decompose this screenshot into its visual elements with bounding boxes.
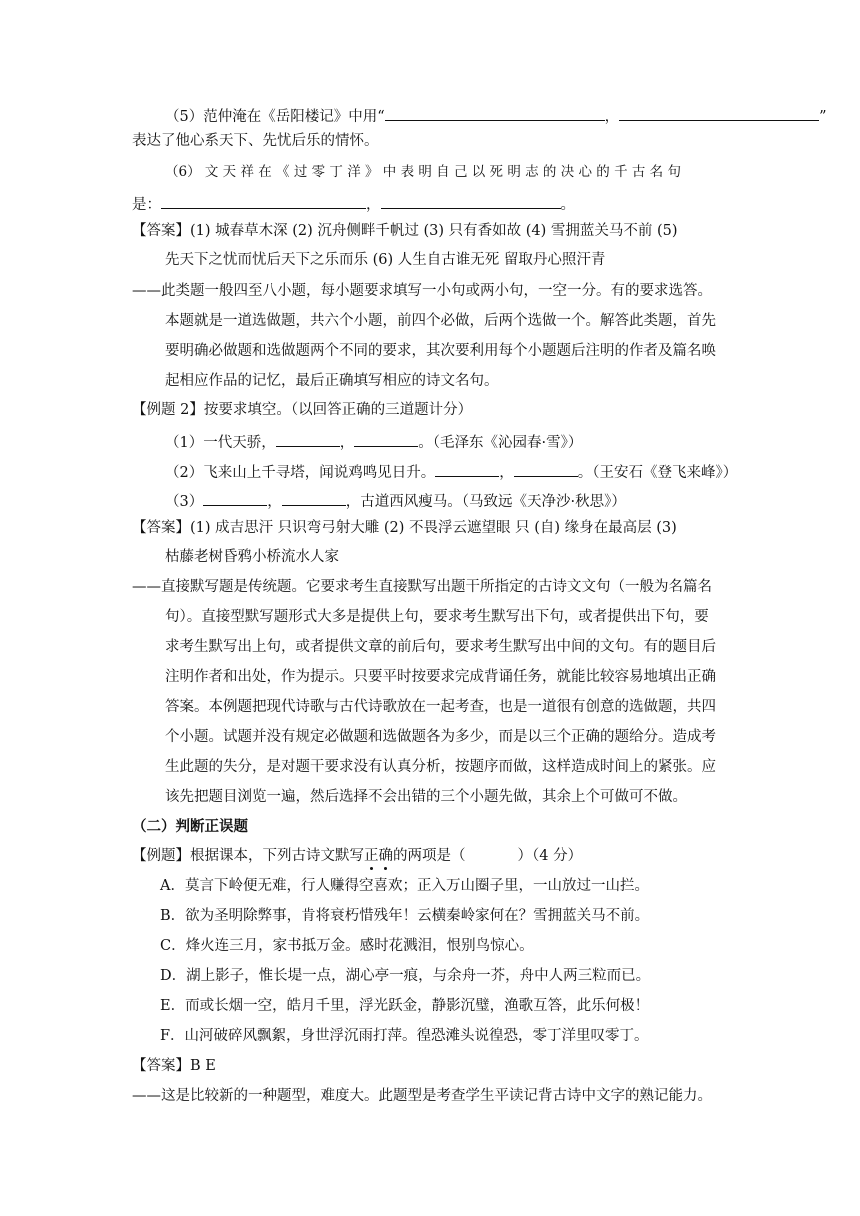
- answer2-line1: 【答案】(1) 成吉思汗 只识弯弓射大雕 (2) 不畏浮云遮望眼 只 (自) 缘身在最高层 (3): [132, 520, 677, 536]
- comment1-line-2: 本题就是一道选做题，共六个小题，前四个必做，后两个选做一个。解答此类题，首先: [165, 313, 716, 329]
- answer1-line2: 先天下之忧而忧后天下之乐而乐 (6) 人生自古谁无死 留取丹心照汗青: [165, 252, 606, 268]
- example2-item-3-blank-2[interactable]: [282, 491, 346, 506]
- q6-blank-1[interactable]: [161, 194, 366, 209]
- comment3-line: ——这是比较新的一种题型，难度大。此题型是考查学生平读记背古诗中文字的熟记能力。: [132, 1088, 712, 1104]
- comment1-line-1: ——此类题一般四至八小题，每小题要求填写一小句或两小句，一空一分。有的要求选答。: [132, 283, 712, 299]
- comment2-line-3: 求考生默写出上句，或者提供文章的前后句，要求考生默写出中间的文句。有的题目后: [165, 639, 716, 655]
- q5-blank-1[interactable]: [385, 106, 605, 121]
- example2-item-3-post: ，古道西风瘦马。（马致远《天净沙·秋思》）: [345, 494, 626, 510]
- answer1-line1: 【答案】(1) 城春草木深 (2) 沉舟侧畔千帆过 (3) 只有香如故 (4) 雪拥蓝关马不前 (5): [132, 223, 678, 239]
- example2-item-2-pre: （2）飞来山上千寻塔，闻说鸡鸣见日升。: [165, 465, 436, 481]
- section2-title: （二）判断正误题: [132, 818, 248, 835]
- comment1-line-4: 起相应作品的记忆，最后正确填写相应的诗文名句。: [165, 373, 499, 389]
- comment2-line-4: 注明作者和出处，作为提示。只要平时按要求完成背诵任务，就能比较容易地填出正确: [165, 669, 716, 685]
- q5-tail: 表达了他心系天下、先忧后乐的情怀。: [132, 133, 379, 149]
- example2-item-1-blank-2[interactable]: [354, 432, 418, 447]
- example2-item-3-mid: ，: [267, 494, 282, 510]
- q5-prefix: （5）范仲淹在《岳阳楼记》中用“: [165, 109, 385, 125]
- comment2-line-2: 句）。直接型默写题形式大多是提供上句，要求考生默写出下句，或者提供出下句，要: [165, 609, 709, 625]
- example2-item-1-blank-1[interactable]: [276, 432, 340, 447]
- q6-line1: （6） 文 天 祥 在 《 过 零 丁 洋 》 中 表 明 自 己 以 死 明 志 的 决 心 的 千 古 名 句: [165, 164, 681, 180]
- option-e: E．而或长烟一空，皓月千里，浮光跃金，静影沉璧，渔歌互答，此乐何极！: [160, 998, 650, 1014]
- emphasis-dot-2: 确: [378, 848, 393, 864]
- example3-post: 的两项是（: [393, 848, 466, 864]
- example2-item-1-mid: ，: [339, 435, 355, 451]
- example2-item-3: [165, 491, 626, 510]
- comment2-line-5: 答案。本例题把现代诗歌与古代诗歌放在一起考查，也是一道很有创意的选做题，共四: [165, 699, 716, 715]
- emphasis-dot-1: 正: [364, 848, 379, 864]
- example2-item-3-pre: （3）: [165, 494, 204, 510]
- example2-item-1-post: 。（毛泽东《沁园春·雪》）: [418, 435, 583, 451]
- comment2-line-6: 个小题。试题并没有规定必做题和选做题各为多少，而是以三个正确的题给分。造成考: [165, 729, 716, 745]
- example2-item-2-blank-2[interactable]: [514, 462, 578, 477]
- q5-comma: ，: [604, 109, 620, 125]
- comment2-line-7: 生此题的失分，是对题干要求没有认真分析，按题序而做，这样造成时间上的紧张。应: [165, 759, 716, 775]
- comment2-line-8: 该先把题目浏览一遍，然后选择不会出错的三个小题先做，其余上个可做可不做。: [165, 789, 687, 805]
- example3-question: [132, 849, 582, 864]
- example2-item-2-blank-1[interactable]: [435, 462, 499, 477]
- option-c: C．烽火连三月，家书抵万金。感时花溅泪，恨别鸟惊心。: [160, 938, 534, 954]
- option-a: A．莫言下岭便无难，行人赚得空喜欢；正入万山圈子里，一山放过一山拦。: [160, 878, 649, 894]
- answer3-line: 【答案】B E: [132, 1058, 216, 1074]
- comment2-line-1: ——直接默写题是传统题。它要求考生直接默写出题干所指定的古诗文文句（一般为名篇名: [132, 579, 712, 595]
- q6-blank-2[interactable]: [381, 194, 561, 209]
- q6-prefix: 是：: [132, 197, 161, 213]
- comment1-line-3: 要明确必做题和选做题两个不同的要求，其次要利用每个小题题后注明的作者及篇名唤: [165, 343, 716, 359]
- option-b: B．欲为圣明除弊事，肯将衰朽惜残年！云横秦岭家何在？雪拥蓝关马不前。: [160, 908, 650, 924]
- option-d: D．湖上影子，惟长堤一点，湖心亭一痕，与余舟一芥，舟中人两三粒而已。: [160, 968, 651, 984]
- example2-item-2: [165, 462, 737, 481]
- example2-title: 【例题 2】按要求填空。（以回答正确的三道题计分）: [132, 402, 473, 418]
- example3-pre: 【例题】根据课本，下列古诗文默写: [132, 848, 364, 864]
- example3-close: ）（4 分）: [517, 848, 583, 864]
- q6-end: 。: [560, 197, 575, 213]
- q5-suffix: ”: [819, 109, 827, 125]
- example2-item-2-post: 。（王安石《登飞来峰》）: [577, 465, 738, 481]
- example2-item-3-blank-1[interactable]: [203, 491, 267, 506]
- q6-comma: ，: [366, 197, 381, 213]
- q6-line2: [132, 194, 575, 213]
- answer2-line2: 枯藤老树昏鸦小桥流水人家: [165, 549, 339, 565]
- option-f: F．山河破碎风飘絮，身世浮沉雨打萍。徨恐滩头说徨恐，零丁洋里叹零丁。: [160, 1028, 649, 1044]
- example2-item-2-mid: ，: [499, 465, 514, 481]
- q5-blank-2[interactable]: [619, 106, 819, 121]
- example2-item-1: [165, 432, 582, 451]
- q5-line: [165, 106, 827, 125]
- example2-item-1-pre: （1）一代天骄，: [165, 435, 276, 451]
